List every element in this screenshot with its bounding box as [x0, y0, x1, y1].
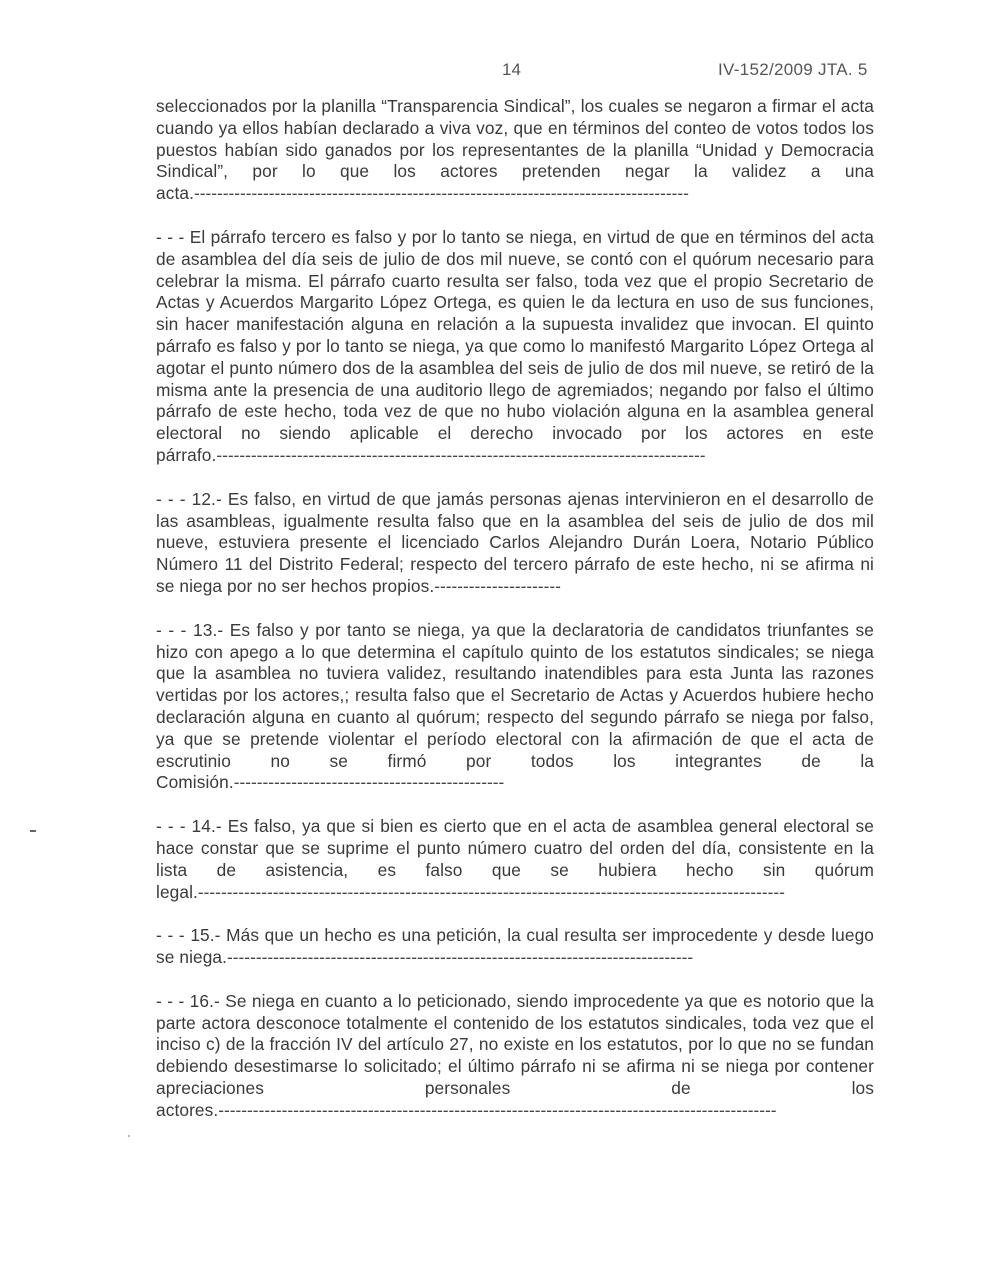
paragraph-text: - - - El párrafo tercero es falso y por lo tanto se niega, en virtud de que en términos del acta de asamblea del día seis de julio de dos mil nueve, se contó con el quórum necesario para celebrar la misma. El párrafo cuarto resulta ser falso, toda vez que el propio Secretario de Actas y Acuerdos Margarito López Ortega, es quien le da lectura en uso de sus funciones, sin hacer manifestación alguna en relación a la supuesta invalidez que invocan. El quinto párrafo es falso y por lo tanto se niega, ya que como lo manifestó Margarito López Ortega al agotar el punto número dos de la asamblea del seis de julio de dos mil nueve, se retiró de la misma ante la presencia de una auditorio llego de agremiados; negando por falso el último párrafo de este hecho, toda vez de que no hubo violación alguna en la asamblea general electoral no siendo aplicable el derecho invocado por los actores en este párrafo. — [156, 226, 874, 465]
dash-filler: ------------------------------------------------------------------------------------------------------ — [197, 881, 785, 902]
paragraph-text: - - - 12.- Es falso, en virtud de que jamás personas ajenas intervinieron en el desarrollo de las asambleas, igualmente resulta falso que en la asamblea del seis de julio de dos mil nueve, estuviera presente el licenciado Carlos Alejandro Durán Loera, Notario Público Número 11 del Distrito Federal; respecto del tercero párrafo de este hecho, ni se afirma ni se niega por no ser hechos propios. — [156, 488, 874, 596]
dash-filler: -------------------------------------------------------------------------------------- — [193, 183, 689, 204]
dash-filler: ------------------------------------------------------------------------------------------------- — [218, 1099, 777, 1120]
paragraph-text: - - - 14.- Es falso, ya que si bien es cierto que en el acta de asamblea general electoral se hace constar que se suprime el punto número cuatro del orden del día, consistente en la lista de asistencia, es falso que se hubiera hecho sin quórum legal. — [156, 816, 874, 902]
dash-filler: --------------------------------------------------------------------------------- — [227, 947, 694, 968]
dash-filler: ----------------------------------------------- — [233, 772, 505, 793]
paragraph — [156, 489, 874, 598]
scan-margin-mark — [30, 830, 36, 832]
file-number: IV-152/2009 JTA. 5 — [718, 60, 868, 79]
paragraph — [156, 620, 874, 794]
paragraph — [156, 96, 874, 205]
paragraph-text: - - - 16.- Se niega en cuanto a lo peticionado, siendo improcedente ya que es notorio que la parte actora desconoce totalmente el contenido de los estatutos sindicales, toda vez que el inciso c) de la fracción IV del artículo 27, no existe en los estatutos, por lo que no se fundan debiendo desestimarse lo solicitado; el último párrafo ni se afirma ni se niega por contener apreciaciones personales de los actores. — [156, 990, 874, 1120]
paragraph-text: - - - 13.- Es falso y por tanto se niega, ya que la declaratoria de candidatos triunfantes se hizo con apego a lo que determina el capítulo quinto de los estatutos sindicales; se niega que la asamblea no tuviera validez, resultando inatendibles para esta Junta las razones vertidas por los actores,; resulta falso que el Secretario de Actas y Acuerdos hubiere hecho declaración alguna en cuanto al quórum; respecto del segundo párrafo se niega por falso, ya que se pretende violentar el período electoral con la afirmación de que el acta de escrutinio no se firmó por todos los integrantes de la Comisión. — [156, 619, 874, 793]
dash-filler: ---------------------- — [434, 575, 561, 596]
paragraph — [156, 925, 874, 969]
paragraph-text: - - - 15.- Más que un hecho es una petición, la cual resulta ser improcedente y desde luego se niega. — [156, 925, 874, 968]
paragraph — [156, 991, 874, 1122]
scan-speck — [128, 1135, 130, 1137]
paragraph — [156, 227, 874, 467]
document-body — [156, 96, 874, 1144]
dash-filler: ------------------------------------------------------------------------------------- — [216, 444, 706, 465]
paragraph-text: seleccionados por la planilla “Transparencia Sindical”, los cuales se negaron a firmar el acta cuando ya ellos habían declarado a viva voz, que en términos del conteo de votos todos los puestos habían sido ganados por los representantes de la planilla “Unidad y Democracia Sindical”, por lo que los actores pretenden negar la validez a una acta. — [156, 96, 874, 204]
paragraph — [156, 816, 874, 903]
page-number: 14 — [502, 60, 521, 79]
